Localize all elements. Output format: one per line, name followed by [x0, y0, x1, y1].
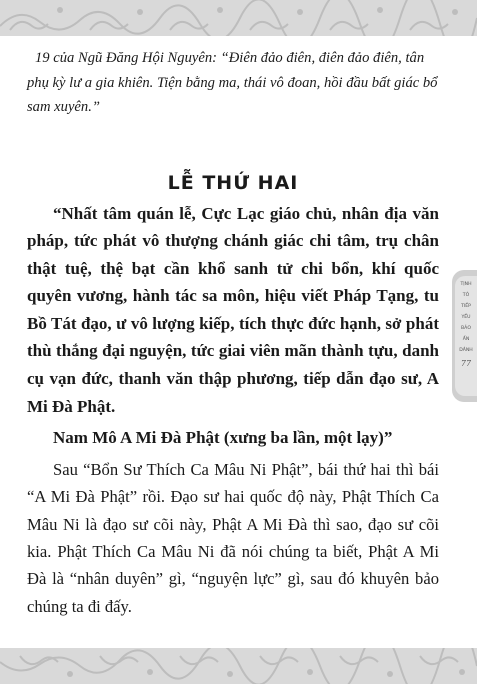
page-content: [27, 46, 439, 620]
prayer-text: “Nhất tâm quán lễ, Cực Lạc giáo chủ, nhân địa văn pháp, tức phát vô thượng chánh giác chi tâm, trụ chân thật tuệ, thệ bạt cần khổ sanh tử chi bổn, khí quốc quyên vương, hành tác sa môn, hiệu viết Pháp Tạng, tu Bồ Tát đạo, ư vô lượng kiếp, tích thực đức hạnh, sở phát thù thắng đại nguyện, tức giai viên mãn thành tựu, danh cụ vạn đức, thanh văn thập phương, tiếp dẫn đạo sư, A Mi Đà Phật.: [27, 203, 439, 416]
intro-note: 19 của Ngũ Đăng Hội Nguyên: “Điên đảo điên, điên đảo điên, tân phụ kỳ lư a gia khiên. Tiện bằng ma, thái vô đoan, hồi đầu bất giác bổ sam xuyên.”: [27, 50, 438, 115]
side-tab-word: YẾU: [461, 315, 471, 320]
side-tab-word: BẢO: [461, 326, 471, 331]
side-tab-word: ẤN: [462, 337, 470, 342]
repeat-line: Nam Mô A Mi Đà Phật (xưng ba lần, một lạy)”: [53, 428, 393, 448]
side-tab: [452, 270, 477, 402]
section-heading: LỄ THỨ HAI: [167, 171, 299, 194]
side-tab-word: TÔ: [462, 293, 470, 298]
body-paragraph: Sau “Bổn Sư Thích Ca Mâu Ni Phật”, bái thứ hai thì bái “A Mi Đà Phật” rồi. Đạo sư hai quốc độ này, Phật Thích Ca Mâu Ni là đạo sư cõi này, Phật A Mi Đà thì sao, đạo sư cõi kia. Phật Thích Ca Mâu Ni đã nói chúng ta biết, Phật A Mi Đà là “nhân duyên” gì, “nguyện lực” gì, sau đó khuyên bảo chúng ta đi đấy.: [27, 459, 439, 616]
bottom-ornament-band: [0, 648, 477, 684]
side-tab-inner: [455, 276, 477, 396]
top-ornament-band: [0, 0, 477, 36]
cloud-pattern-icon: [0, 0, 477, 36]
side-tab-word: DÂNH: [459, 348, 473, 353]
side-tab-word: TIẾP: [461, 304, 471, 309]
side-tab-word: TỊNH: [460, 282, 472, 287]
page-number: 77: [460, 359, 472, 368]
cloud-pattern-icon: [0, 648, 477, 684]
